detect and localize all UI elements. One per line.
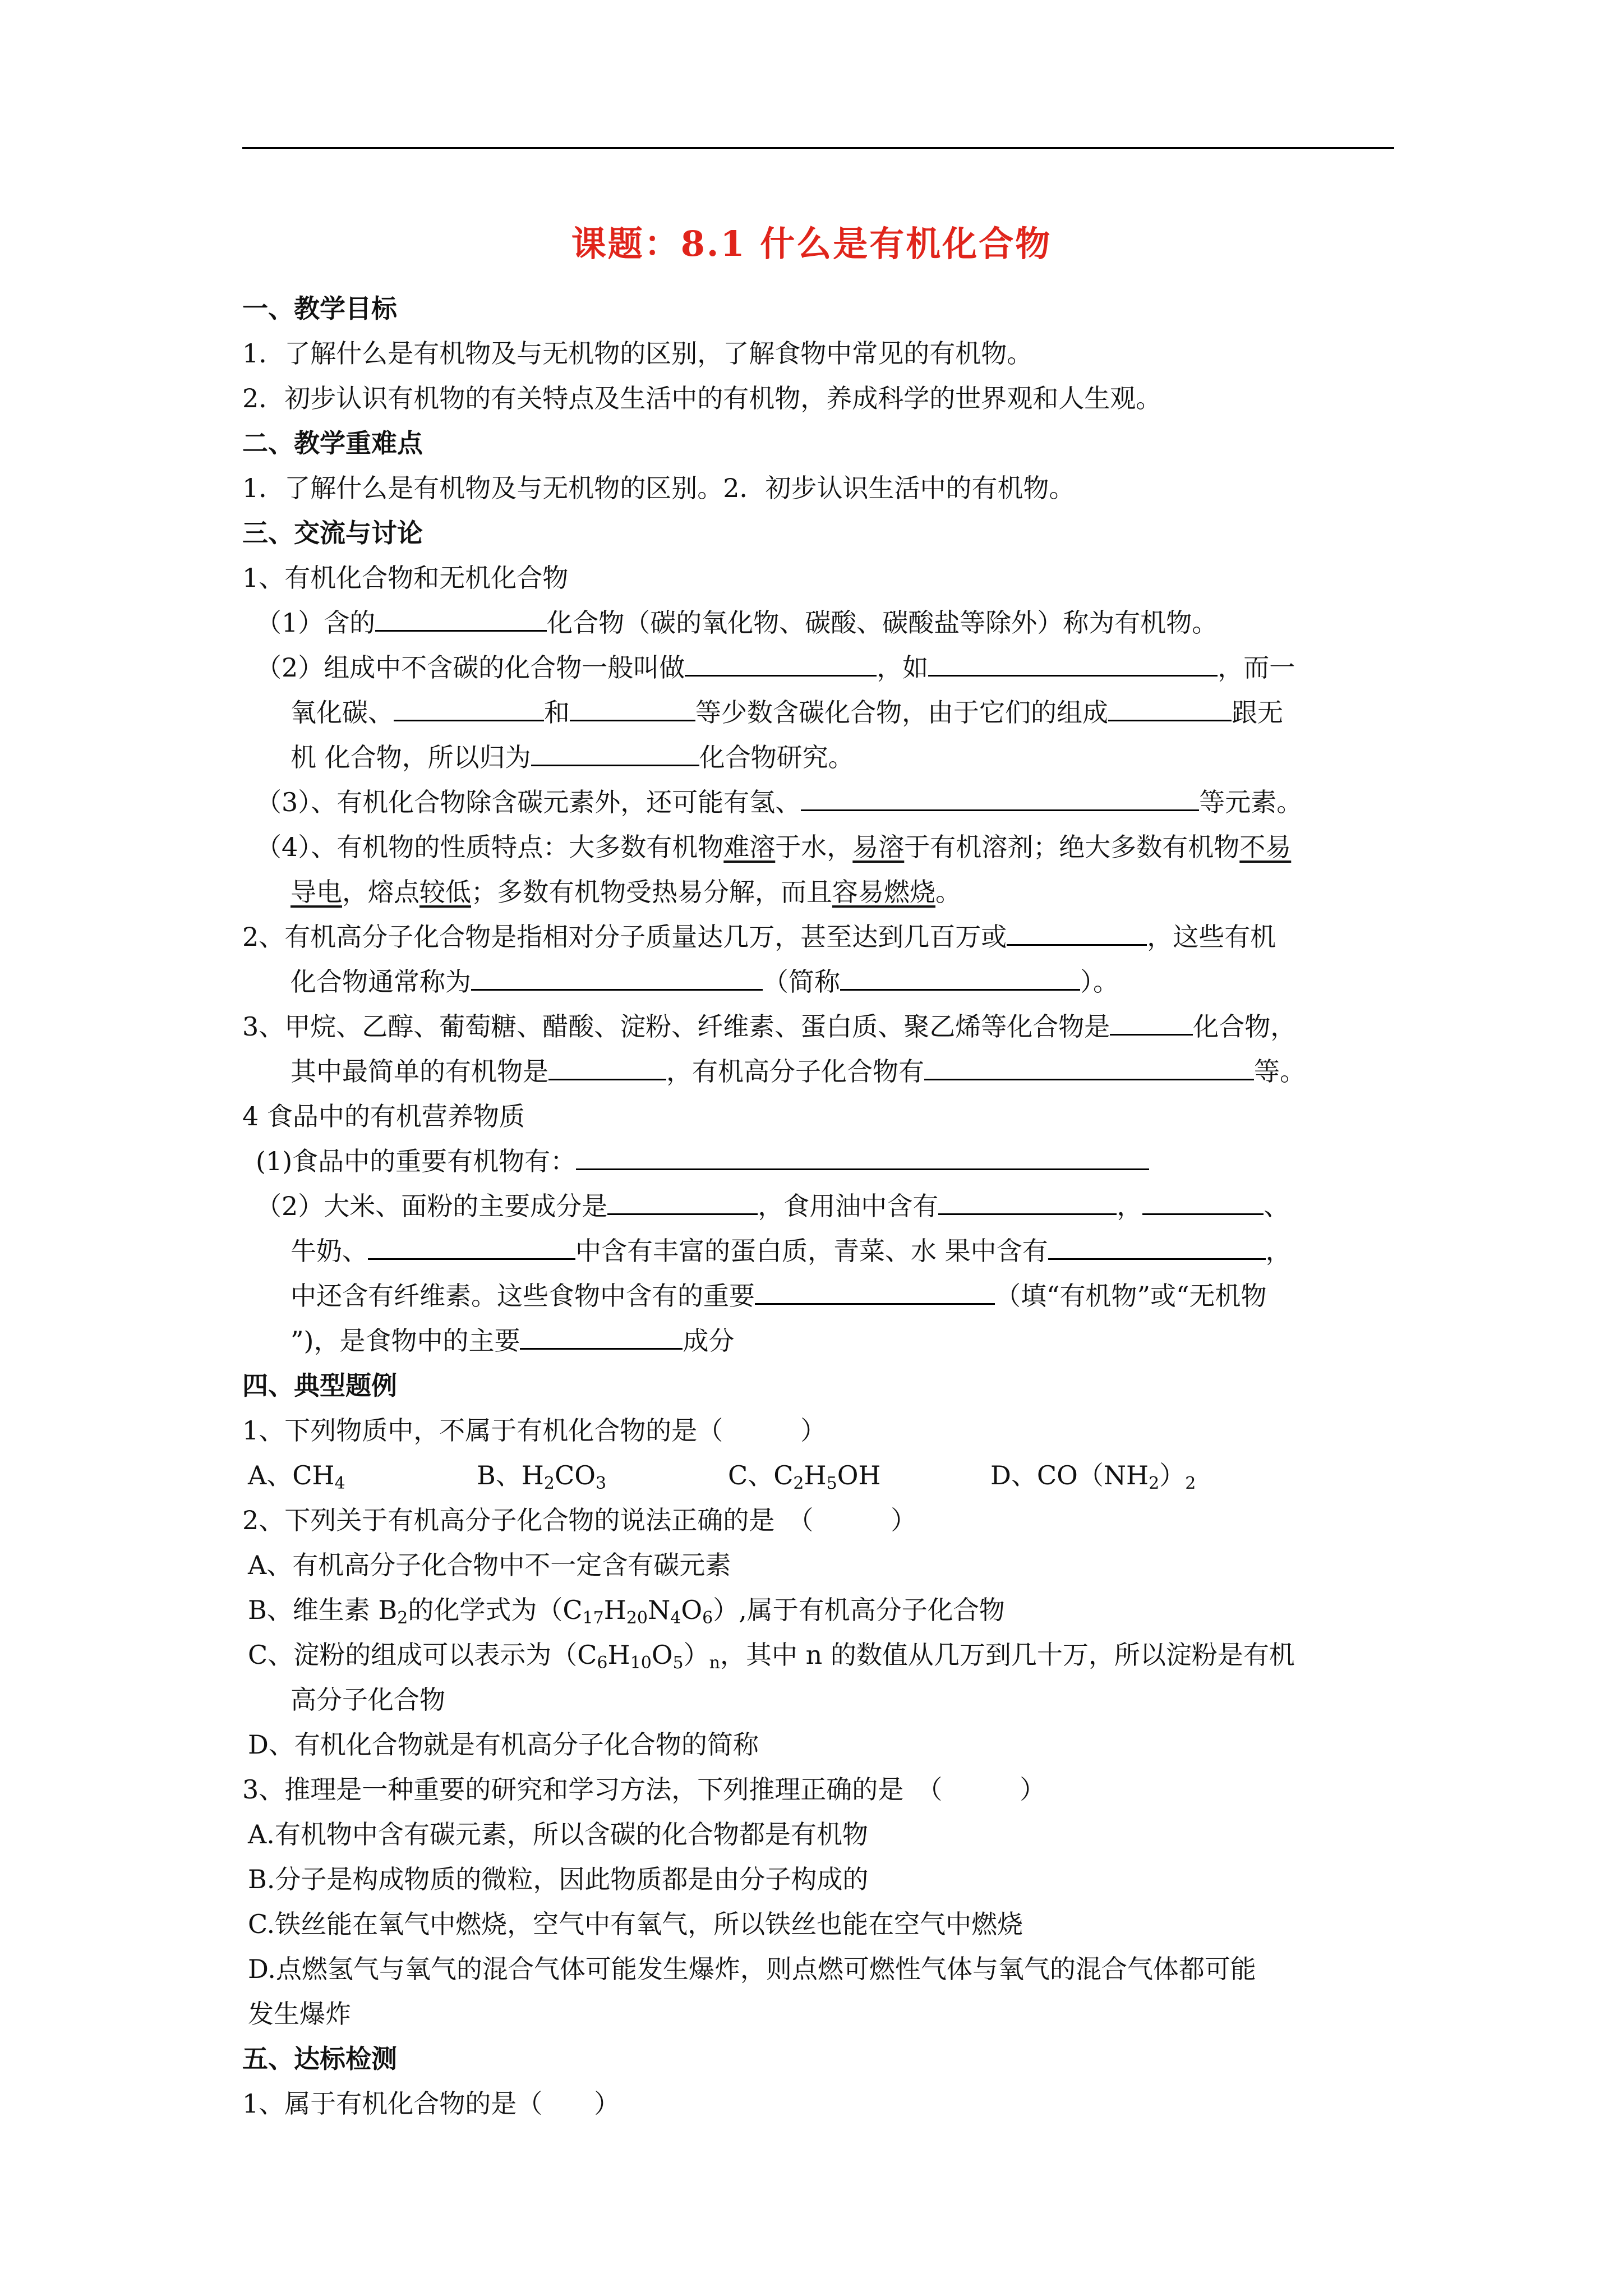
section-heading-examples: 四、典型题例 xyxy=(242,1370,397,1401)
page-title: 课题：8.1 什么是有机化合物 xyxy=(571,223,1052,264)
fill-blank[interactable] xyxy=(375,604,547,632)
section-heading-assessment: 五、达标检测 xyxy=(242,2044,397,2074)
fill-blank[interactable] xyxy=(548,1053,666,1080)
section-heading-discussion: 三、交流与讨论 xyxy=(242,518,423,548)
fill-blank[interactable] xyxy=(685,649,877,677)
discussion-1-2-cont: 氧化碳、 和 等少数含碳化合物，由于它们的组成 跟无 xyxy=(242,690,1398,735)
example-3-option-d-cont: 发生爆炸 xyxy=(248,1999,351,2029)
discussion-3: 3、甲烷、乙醇、葡萄糖、醋酸、淀粉、纤维素、蛋白质、聚乙烯等化合物是 化合物， xyxy=(242,1004,1398,1049)
discussion-4-2-cont: 牛奶、 中含有丰富的蛋白质，青菜、水 果中含有 ， xyxy=(242,1228,1398,1273)
example-2-option-c[interactable]: C、淀粉的组成可以表示为$(C_6H_{10}O_5)_n$，其中 n 的数值从几万到几十万，所以淀粉是有机 xyxy=(248,1640,1295,1673)
fill-blank[interactable] xyxy=(1007,918,1147,946)
discussion-item-1-title: 1、有机化合物和无机化合物 xyxy=(242,563,569,593)
discussion-1-2-cont2: 机 化合物，所以归为 化合物研究。 xyxy=(242,735,1398,780)
fill-blank[interactable] xyxy=(1048,1232,1266,1260)
fill-blank[interactable] xyxy=(531,739,699,766)
discussion-1-1: （1）含的 化合物（碳的氧化物、碳酸、碳酸盐等除外）称为有机物。 xyxy=(242,600,1398,645)
option-d[interactable]: D、$CO(NH_2)_2$ xyxy=(990,1460,1196,1493)
discussion-2: 2、有机高分子化合物是指相对分子质量达几万，甚至达到几百万或 ，这些有机 xyxy=(242,914,1398,959)
discussion-4-1: (1)食品中的重要有机物有： xyxy=(242,1139,1398,1184)
document-body xyxy=(242,286,1398,2126)
discussion-4-2: （2）大米、面粉的主要成分是 ，食用油中含有 ， 、 xyxy=(242,1184,1398,1228)
option-b[interactable]: B、$H_2CO_3$ xyxy=(477,1460,607,1493)
fill-blank[interactable] xyxy=(755,1277,995,1305)
objective-item: 1．了解什么是有机物及与无机物的区别，了解食物中常见的有机物。 xyxy=(242,338,1033,369)
example-1-options xyxy=(242,1453,1398,1498)
fill-blank[interactable] xyxy=(938,1188,1117,1215)
section-heading-objectives: 一、教学目标 xyxy=(242,293,397,324)
discussion-1-2: （2）组成中不含碳的化合物一般叫做 ，如 ，而一 xyxy=(242,645,1398,690)
example-3-option-c[interactable]: C.铁丝能在氧气中燃烧，空气中有氧气，所以铁丝也能在空气中燃烧 xyxy=(248,1909,1023,1939)
example-1-stem: 1、下列物质中，不属于有机化合物的是（ ） xyxy=(242,1415,827,1446)
example-2-stem: 2、下列关于有机高分子化合物的说法正确的是 （ ） xyxy=(242,1505,917,1535)
header-rule xyxy=(242,147,1394,149)
option-c[interactable]: C、$C_2H_5OH$ xyxy=(728,1460,881,1493)
fill-blank[interactable] xyxy=(471,963,763,991)
example-3-option-b[interactable]: B.分子是构成物质的微粒，因此物质都是由分子构成的 xyxy=(248,1864,869,1894)
fill-blank[interactable] xyxy=(570,694,695,721)
discussion-3-cont: 其中最简单的有机物是 ，有机高分子化合物有 等。 xyxy=(242,1049,1398,1094)
discussion-4-2-cont3: ”)，是食物中的主要 成分 xyxy=(242,1318,1398,1363)
fill-blank[interactable] xyxy=(368,1232,575,1260)
fill-blank[interactable] xyxy=(928,649,1218,677)
example-3-option-d[interactable]: D.点燃氢气与氧气的混合气体可能发生爆炸，则点燃可燃性气体与氧气的混合气体都可能 xyxy=(248,1954,1256,1984)
assessment-1-stem: 1、属于有机化合物的是（ ） xyxy=(242,2088,620,2119)
fill-blank[interactable] xyxy=(801,784,1199,811)
example-2-option-a[interactable]: A、有机高分子化合物中不一定含有碳元素 xyxy=(248,1550,731,1580)
example-2-option-c-cont: 高分子化合物 xyxy=(291,1685,445,1715)
fill-blank[interactable] xyxy=(394,694,544,721)
discussion-2-cont: 化合物通常称为 （简称 ）。 xyxy=(242,959,1398,1004)
option-a[interactable]: A、$CH_4$ xyxy=(248,1460,345,1493)
fill-blank[interactable] xyxy=(576,1143,1149,1170)
discussion-1-4: （4）、有机物的性质特点：大多数有机物难溶于水，易溶于有机溶剂；绝大多数有机物不易 xyxy=(256,832,1292,862)
discussion-4-2-cont2: 中还含有纤维素。这些食物中含有的重要 （填“有机物”或“无机物 xyxy=(242,1273,1398,1318)
fill-blank[interactable] xyxy=(1142,1188,1264,1215)
fill-blank[interactable] xyxy=(1110,1008,1193,1036)
example-2-option-b[interactable]: B、维生素 $B_2$的化学式为$(C_{17}H_{20}N_4O_6)$,属于有机高分子化合物 xyxy=(248,1595,1005,1628)
fill-blank[interactable] xyxy=(840,963,1080,991)
discussion-1-4-cont: 导电，熔点较低；多数有机物受热易分解，而且容易燃烧。 xyxy=(291,877,961,907)
example-3-option-a[interactable]: A.有机物中含有碳元素，所以含碳的化合物都是有机物 xyxy=(248,1819,868,1849)
discussion-1-3: （3）、有机化合物除含碳元素外，还可能有氢、 等元素。 xyxy=(242,780,1398,825)
example-2-option-d[interactable]: D、有机化合物就是有机高分子化合物的简称 xyxy=(248,1729,759,1760)
key-point-item: 1．了解什么是有机物及与无机物的区别。2．初步认识生活中的有机物。 xyxy=(242,473,1075,503)
section-heading-key-points: 二、教学重难点 xyxy=(242,428,423,458)
objective-item: 2．初步认识有机物的有关特点及生活中的有机物，养成科学的世界观和人生观。 xyxy=(242,383,1162,413)
example-3-stem: 3、推理是一种重要的研究和学习方法，下列推理正确的是 （ ） xyxy=(242,1774,1046,1805)
discussion-4-title: 4 食品中的有机营养物质 xyxy=(242,1101,525,1131)
fill-blank[interactable] xyxy=(924,1053,1254,1080)
fill-blank[interactable] xyxy=(607,1188,758,1215)
fill-blank[interactable] xyxy=(1108,694,1232,721)
fill-blank[interactable] xyxy=(520,1322,683,1350)
